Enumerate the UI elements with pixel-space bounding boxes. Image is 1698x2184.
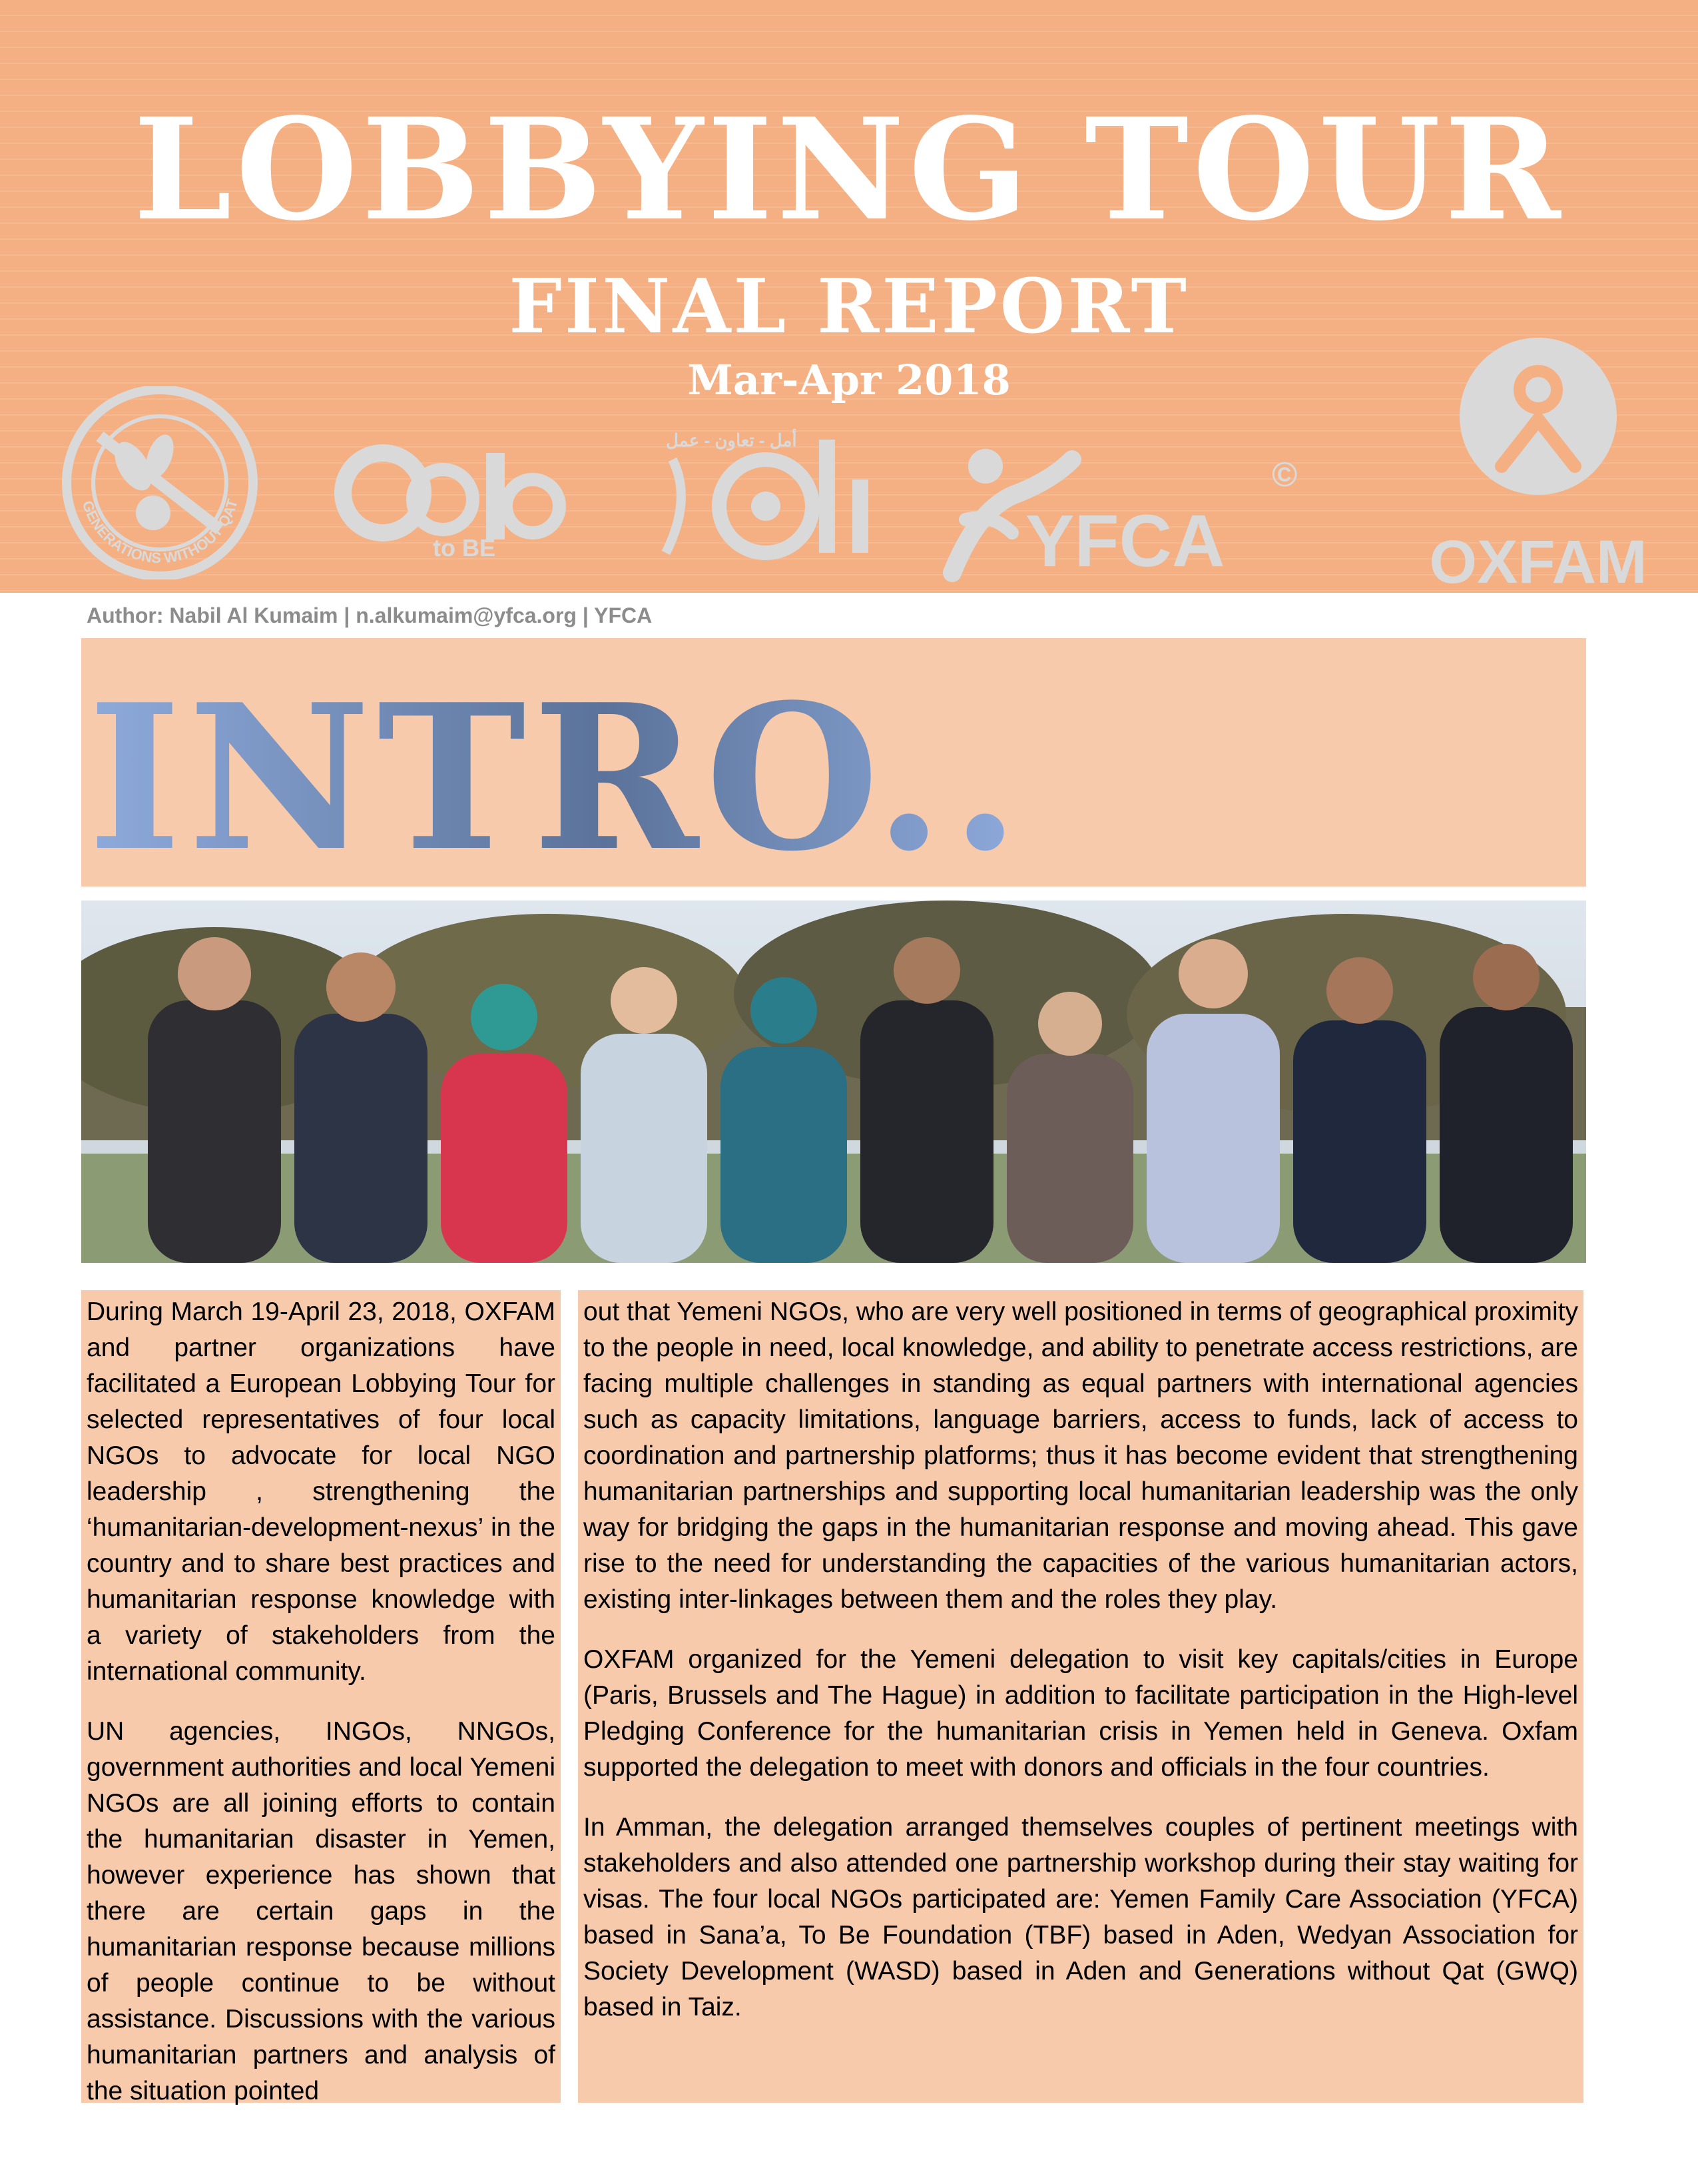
body-right-column — [578, 1290, 1583, 2103]
wasd-logo — [653, 420, 899, 573]
body-paragraph: In Amman, the delegation arranged themselves couples of pertinent meetings with stakeholders and also attended one partnership workshop during their stay waiting for visas. The four local NGOs participated are: Yemen Family Care Association (YFCA) based in Sana’a, To Be Foundation (TBF) based in Aden, Wedyan Association for Society Development (WASD) based in Aden and Generations without Qat (GWQ) based in Taiz. — [583, 1813, 1578, 2021]
yfca-logo-text: YFCA — [1025, 500, 1225, 582]
body-left-column — [81, 1290, 561, 2103]
report-subtitle: FINAL REPORT — [509, 263, 1189, 350]
report-date: Mar-Apr 2018 — [687, 356, 1011, 404]
report-title: LOBBYING TOUR — [133, 87, 1565, 252]
group-photo — [81, 901, 1586, 1263]
author-line: Author: Nabil Al Kumaim | n.alkumaim@yfca.org | YFCA — [87, 603, 653, 627]
generations-ring-text: GENERATIONS WITHOUT QAT — [79, 497, 241, 567]
body-paragraph: OXFAM organized for the Yemeni delegation to visit key capitals/cities in Europe (Paris, Brussels and The Hague) in addition to facilitate participation in the High-level Pledging Conference for the humanitarian crisis in Yemen held in Geneva. Oxfam supported the delegation to meet with donors and officials in the four countries. — [583, 1645, 1578, 1782]
tbf-logo — [333, 426, 566, 559]
body-paragraph: UN agencies, INGOs, NNGOs, government authorities and local Yemeni NGOs are all joining efforts to contain the humanitarian disaster in Yemen, however experience has shown that there are certain gaps in the humanitarian response because millions of people continue to be without assistance. Discussions with the various humanitarian partners and analysis of the situation pointed — [87, 1717, 555, 2105]
oxfam-logo — [1418, 333, 1658, 593]
yfca-copyright-mark: © — [1272, 456, 1298, 494]
oxfam-logo-text: OXFAM — [1429, 528, 1647, 593]
wasd-logo-text: أمل - تعاون - عمل — [666, 430, 797, 450]
intro-banner — [81, 638, 1586, 887]
yfca-logo — [939, 433, 1312, 586]
body-paragraph: During March 19-April 23, 2018, OXFAM and partner organizations have facilitated a European Lobbying Tour for selected representatives of four local NGOs to advocate for local NGO leadership , strengthening the ‘humanitarian-development-nexus’ in the country and to share best practices and humanitarian response knowledge with a variety of stakeholders from the international community. — [87, 1297, 555, 1686]
body-paragraph: out that Yemeni NGOs, who are very well positioned in terms of geographical proximity to the people in need, local knowledge, and ability to penetrate access restrictions, are facing multiple challenges in standing as equal partners with international agencies such as capacity limitations, language barriers, access to funds, lack of access to coordination and partnership platforms; thus it has become evident that strengthening humanitarian partnerships and supporting local humanitarian leadership was the only way for bridging the gaps in the humanitarian response and moving ahead. This gave rise to the need for understanding the capacities of the various humanitarian actors, existing inter-linkages between them and the roles they play. — [583, 1297, 1578, 1614]
tbf-logo-text: to BE — [433, 534, 495, 559]
intro-heading-text: INTRO.. — [88, 675, 1027, 875]
intro-heading — [81, 675, 1346, 875]
generations-without-qat-logo — [53, 386, 266, 579]
header-banner — [0, 0, 1698, 593]
